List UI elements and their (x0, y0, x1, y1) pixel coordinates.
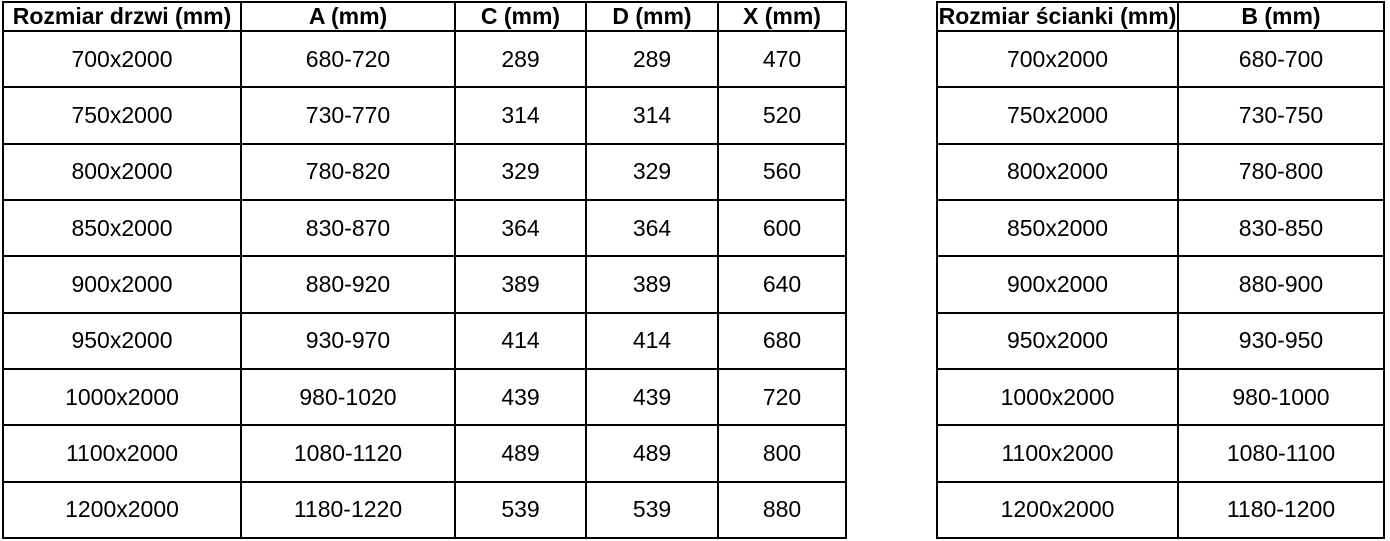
table-cell: 680-700 (1178, 31, 1384, 87)
table-cell: 1200x2000 (3, 482, 241, 538)
table-cell: 329 (586, 144, 718, 200)
table-cell: 720 (718, 369, 846, 425)
table-cell: 700x2000 (937, 31, 1178, 87)
table-cell: 930-970 (241, 313, 455, 369)
table-cell: 830-870 (241, 200, 455, 256)
table-row (937, 87, 1384, 143)
door-size-table (2, 1, 847, 539)
table-cell: 1100x2000 (3, 425, 241, 481)
table-row (3, 482, 846, 538)
table-row (3, 31, 846, 87)
table-row (3, 369, 846, 425)
table-cell: 364 (455, 200, 586, 256)
table-cell: 750x2000 (3, 87, 241, 143)
column-header: B (mm) (1178, 2, 1384, 31)
table-cell: 414 (455, 313, 586, 369)
table-cell: 314 (455, 87, 586, 143)
table-row (937, 31, 1384, 87)
table-cell: 389 (455, 256, 586, 312)
column-header: A (mm) (241, 2, 455, 31)
table-cell: 389 (586, 256, 718, 312)
table-cell: 489 (455, 425, 586, 481)
table-cell: 539 (586, 482, 718, 538)
table-cell: 850x2000 (937, 200, 1178, 256)
table-cell: 850x2000 (3, 200, 241, 256)
table-cell: 1000x2000 (3, 369, 241, 425)
table-cell: 289 (455, 31, 586, 87)
table-row (937, 256, 1384, 312)
table-cell: 900x2000 (3, 256, 241, 312)
table-cell: 1180-1200 (1178, 482, 1384, 538)
table-cell: 980-1000 (1178, 369, 1384, 425)
table-cell: 880-900 (1178, 256, 1384, 312)
table-row (3, 425, 846, 481)
table-cell: 880-920 (241, 256, 455, 312)
table-cell: 750x2000 (937, 87, 1178, 143)
table-cell: 900x2000 (937, 256, 1178, 312)
wall-size-table (936, 1, 1385, 539)
table-row (937, 313, 1384, 369)
table-cell: 640 (718, 256, 846, 312)
table-cell: 730-750 (1178, 87, 1384, 143)
table-cell: 880 (718, 482, 846, 538)
table-cell: 800 (718, 425, 846, 481)
table-row (3, 144, 846, 200)
table-cell: 680 (718, 313, 846, 369)
table-cell: 439 (455, 369, 586, 425)
column-header: D (mm) (586, 2, 718, 31)
table-cell: 289 (586, 31, 718, 87)
table-cell: 780-800 (1178, 144, 1384, 200)
table-cell: 680-720 (241, 31, 455, 87)
table-cell: 414 (586, 313, 718, 369)
table-row (3, 200, 846, 256)
column-header: X (mm) (718, 2, 846, 31)
header-row (3, 2, 846, 31)
table-row (937, 200, 1384, 256)
table-cell: 930-950 (1178, 313, 1384, 369)
header-row (937, 2, 1384, 31)
table-row (937, 144, 1384, 200)
table-row (937, 482, 1384, 538)
table-cell: 560 (718, 144, 846, 200)
table-cell: 1000x2000 (937, 369, 1178, 425)
table-cell: 364 (586, 200, 718, 256)
table-cell: 800x2000 (937, 144, 1178, 200)
table-row (937, 425, 1384, 481)
column-header: Rozmiar ścianki (mm) (938, 3, 1177, 29)
table-cell: 1200x2000 (937, 482, 1178, 538)
table-cell: 539 (455, 482, 586, 538)
table-cell: 1080-1100 (1178, 425, 1384, 481)
table-cell: 439 (586, 369, 718, 425)
table-cell: 950x2000 (3, 313, 241, 369)
table-cell: 780-820 (241, 144, 455, 200)
column-header: C (mm) (455, 2, 586, 31)
table-cell: 489 (586, 425, 718, 481)
table-cell: 470 (718, 31, 846, 87)
table-cell: 1180-1220 (241, 482, 455, 538)
table-cell: 700x2000 (3, 31, 241, 87)
table-cell: 314 (586, 87, 718, 143)
table-row (3, 313, 846, 369)
table-cell: 730-770 (241, 87, 455, 143)
table-cell: 520 (718, 87, 846, 143)
table-row (3, 87, 846, 143)
table-cell: 1080-1120 (241, 425, 455, 481)
table-row (937, 369, 1384, 425)
column-header: Rozmiar drzwi (mm) (3, 2, 241, 31)
table-cell: 800x2000 (3, 144, 241, 200)
table-cell: 950x2000 (937, 313, 1178, 369)
table-cell: 600 (718, 200, 846, 256)
table-cell: 329 (455, 144, 586, 200)
table-cell: 1100x2000 (937, 425, 1178, 481)
table-cell: 980-1020 (241, 369, 455, 425)
table-row (3, 256, 846, 312)
table-cell: 830-850 (1178, 200, 1384, 256)
